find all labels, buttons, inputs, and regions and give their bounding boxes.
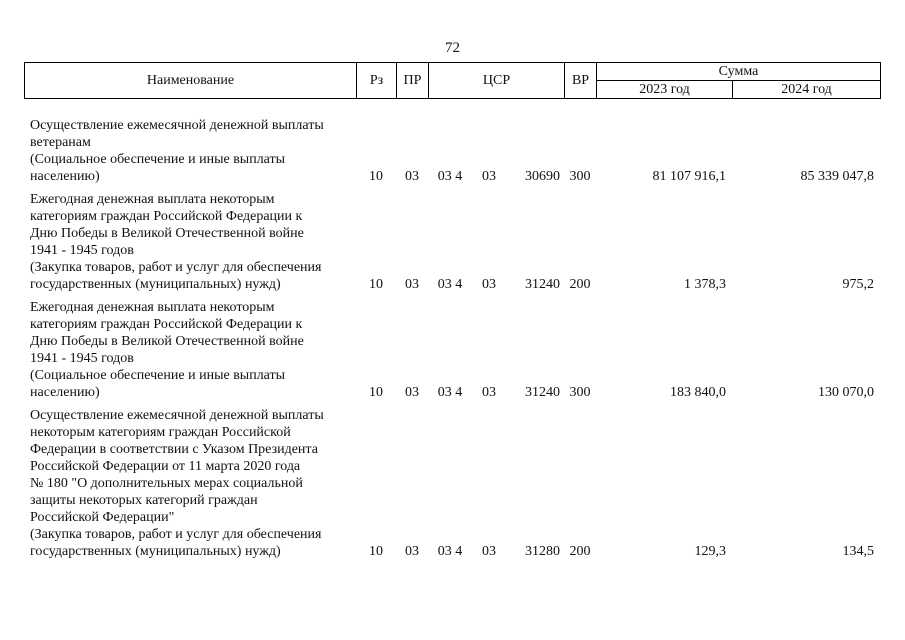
row-sum-2024: 130 070,0	[818, 385, 874, 400]
header-csr: ЦСР	[429, 63, 565, 99]
row-name-line: 1941 - 1945 годов	[30, 351, 134, 366]
row-name-line: № 180 "О дополнительных мерах социальной	[30, 476, 303, 491]
header-name: Наименование	[25, 63, 357, 99]
row-name-line: (Закупка товаров, работ и услуг для обеспечения	[30, 260, 322, 275]
row-csr-program: 03 4	[437, 385, 463, 400]
row-csr-subprogram: 03	[482, 385, 496, 400]
row-csr-subprogram: 03	[482, 277, 496, 292]
header-year-2023: 2023 год	[597, 81, 733, 99]
row-csr-code: 31240	[525, 277, 560, 292]
header-year-2024: 2024 год	[733, 81, 881, 99]
row-csr-program: 03 4	[437, 169, 463, 184]
row-name-line: Осуществление ежемесячной денежной выплаты	[30, 118, 324, 133]
row-vr: 300	[569, 385, 591, 400]
row-name-line: Осуществление ежемесячной денежной выплаты	[30, 408, 324, 423]
row-name-line: Дню Победы в Великой Отечественной войне	[30, 334, 304, 349]
header-rz: Рз	[357, 63, 397, 99]
row-name-line: 1941 - 1945 годов	[30, 243, 134, 258]
row-csr-code: 31240	[525, 385, 560, 400]
row-pr: 03	[405, 385, 419, 400]
row-csr-program: 03 4	[437, 544, 463, 559]
row-vr: 200	[569, 277, 591, 292]
row-name	[24, 296, 356, 404]
row-name-line: населению)	[30, 385, 100, 400]
row-vr: 300	[569, 169, 591, 184]
row-csr-code: 31280	[525, 544, 560, 559]
row-name-line: государственных (муниципальных) нужд)	[30, 544, 281, 559]
row-name-line: Ежегодная денежная выплата некоторым	[30, 192, 275, 207]
row-sum-2023: 81 107 916,1	[652, 169, 726, 184]
row-name-line: Российской Федерации"	[30, 510, 175, 525]
row-sum-2024: 134,5	[842, 544, 874, 559]
table-header	[24, 62, 881, 99]
row-csr-program: 03 4	[437, 277, 463, 292]
row-name-line: государственных (муниципальных) нужд)	[30, 277, 281, 292]
table-row	[24, 114, 880, 188]
row-pr: 03	[405, 544, 419, 559]
row-name	[24, 114, 356, 188]
row-sum-2023: 1 378,3	[684, 277, 726, 292]
row-name-line: населению)	[30, 169, 100, 184]
row-csr-code: 30690	[525, 169, 560, 184]
header-pr: ПР	[397, 63, 429, 99]
row-rz: 10	[369, 385, 383, 400]
row-csr-subprogram: 03	[482, 169, 496, 184]
row-rz: 10	[369, 169, 383, 184]
row-name-line: категориям граждан Российской Федерации к	[30, 317, 303, 332]
row-name-line: защиты некоторых категорий граждан	[30, 493, 258, 508]
table-row	[24, 404, 880, 563]
row-name-line: ветеранам	[30, 135, 91, 150]
row-name-line: (Социальное обеспечение и иные выплаты	[30, 152, 286, 167]
row-rz: 10	[369, 277, 383, 292]
row-sum-2024: 975,2	[842, 277, 874, 292]
row-name-line: (Закупка товаров, работ и услуг для обеспечения	[30, 527, 322, 542]
row-sum-2023: 183 840,0	[670, 385, 726, 400]
table-row	[24, 296, 880, 404]
row-rz: 10	[369, 544, 383, 559]
row-name-line: Ежегодная денежная выплата некоторым	[30, 300, 275, 315]
row-name	[24, 188, 356, 296]
header-vr: ВР	[565, 63, 597, 99]
row-name	[24, 404, 356, 563]
row-vr: 200	[569, 544, 591, 559]
header-sum: Сумма	[597, 63, 881, 81]
row-name-line: Федерации в соответствии с Указом Президента	[30, 442, 318, 457]
row-name-line: (Социальное обеспечение и иные выплаты	[30, 368, 286, 383]
row-pr: 03	[405, 277, 419, 292]
row-name-line: категориям граждан Российской Федерации к	[30, 209, 303, 224]
row-sum-2024: 85 339 047,8	[800, 169, 874, 184]
row-csr-subprogram: 03	[482, 544, 496, 559]
row-sum-2023: 129,3	[694, 544, 726, 559]
budget-table	[24, 114, 880, 563]
row-name-line: Российской Федерации от 11 марта 2020 года	[30, 459, 301, 474]
table-row	[24, 188, 880, 296]
row-pr: 03	[405, 169, 419, 184]
row-name-line: некоторым категориям граждан Российской	[30, 425, 291, 440]
row-name-line: Дню Победы в Великой Отечественной войне	[30, 226, 304, 241]
page-number: 72	[445, 40, 460, 56]
